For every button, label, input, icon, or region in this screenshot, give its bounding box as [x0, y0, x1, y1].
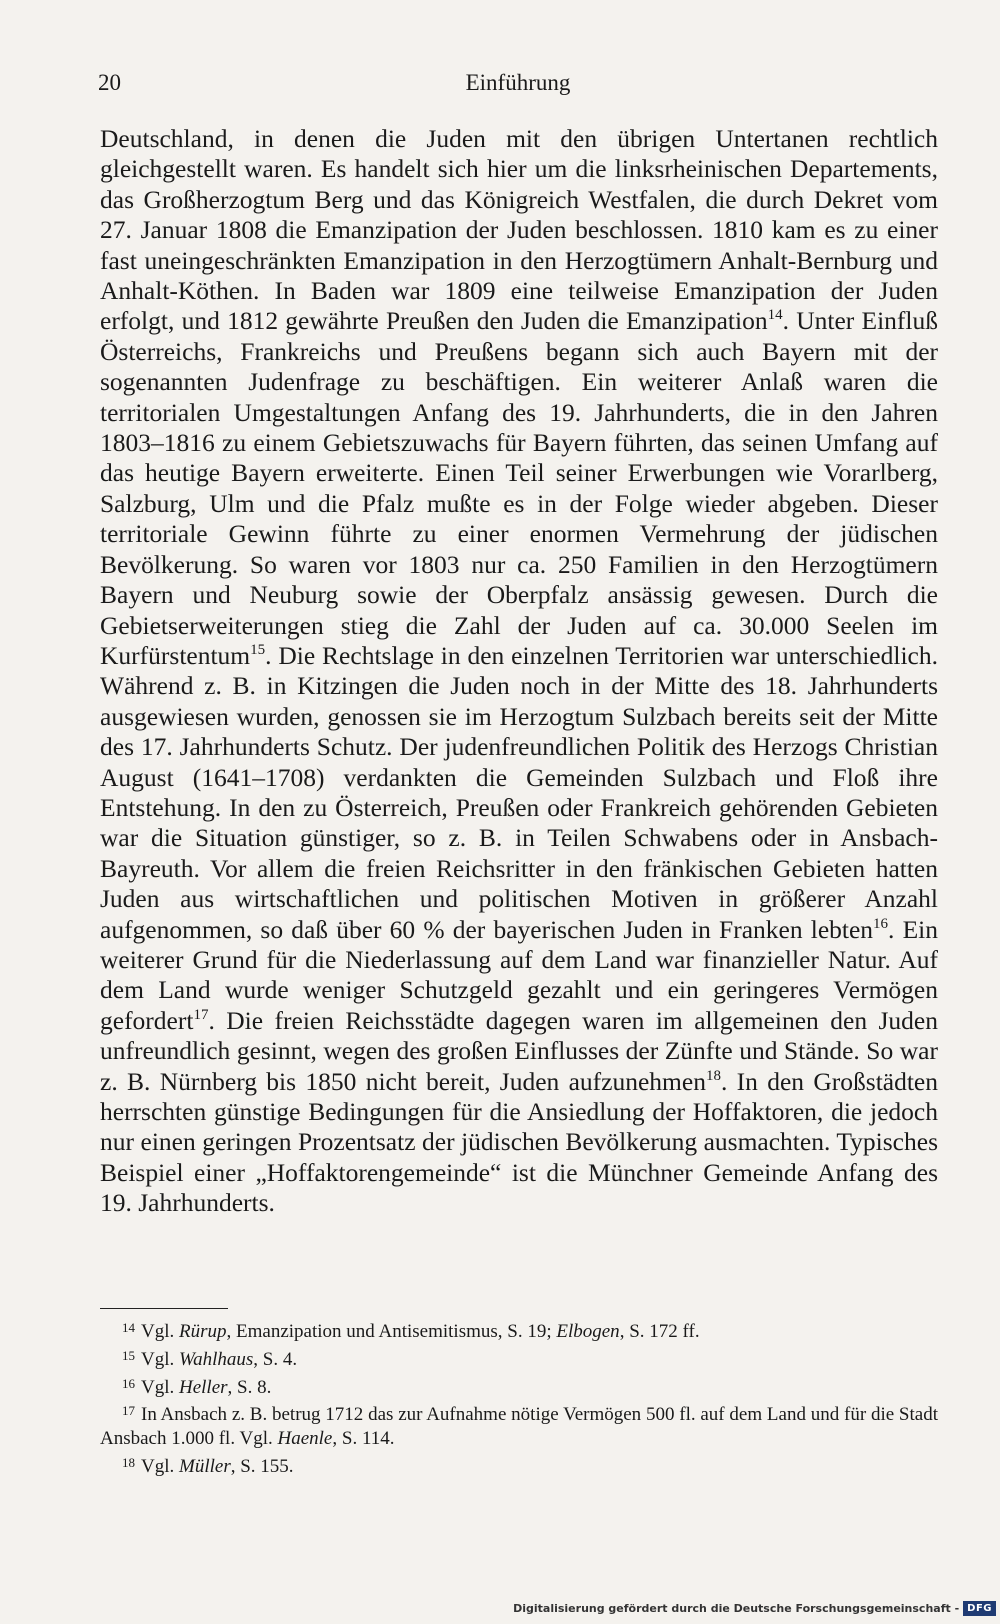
- footnote-number: 15: [122, 1347, 135, 1363]
- footnote-18: [100, 1451, 938, 1479]
- footnote-number: 18: [122, 1454, 135, 1470]
- body-text-segment: . Unter Einfluß Österreichs, Frankreichs und Preußens begann sich auch Bayern mit der sogenannten Judenfrage zu beschäftigen. Ein weiterer Anlaß waren die territorialen Umgestaltungen Anfang des 19. Jahrhunderts, die in den Jahren 1803–1816 zu einem Gebietszuwachs für Bayern führten, das seinen Umfang auf das heutige Bayern erweiterte. Einen Teil seiner Erwerbungen wie Vorarlberg, Salzburg, Ulm und die Pfalz mußte es in der Folge wieder abgeben. Dieser territoriale Gewinn führte zu einer enormen Vermehrung der jüdischen Bevölkerung. So waren vor 1803 nur ca. 250 Familien in den Herzogtümern Bayern und Neuburg sowie der Oberpfalz ansässig gewesen. Durch die Gebietserweiterungen stieg die Zahl der Juden auf ca. 30.000 Seelen im Kurfürstentum: [100, 306, 938, 670]
- footnote-ref-16[interactable]: 16: [873, 915, 889, 932]
- body-text-segment: . Die Rechtslage in den einzelnen Territorien war unterschiedlich. Während z. B. in Kitzingen die Juden noch in der Mitte des 18. Jahrhunderts ausgewiesen wurden, genossen sie im Herzogtum Sulzbach bereits seit der Mitte des 17. Jahrhunderts Schutz. Der judenfreundlichen Politik des Herzogs Christian August (1641–1708) verdankten die Gemeinden Sulzbach und Floß ihre Entstehung. In den zu Österreich, Preußen oder Frankreich gehörenden Gebieten war die Situation günstiger, so z. B. in Teilen Schwabens oder in Ansbach-Bayreuth. Vor allem die freien Reichsritter in den fränkischen Gebieten hatten Juden aus wirtschaftlichen und politischen Motiven in größerer Anzahl aufgenommen, so daß über 60 % der bayerischen Juden in Franken lebten: [100, 640, 938, 944]
- footnote-author: Müller: [179, 1455, 231, 1477]
- footnote-text: , Emanzipation und Antisemitismus, S. 19;: [226, 1321, 557, 1342]
- footnote-list: [100, 1316, 938, 1479]
- footnote-author: Elbogen: [556, 1321, 620, 1342]
- footnote-ref-14[interactable]: 14: [767, 307, 783, 324]
- footnote-number: 14: [122, 1320, 135, 1335]
- footnote-number: 17: [122, 1403, 135, 1419]
- footnote-ref-15[interactable]: 15: [250, 641, 266, 658]
- body-text-segment: . Ein weiterer Grund für die Niederlassung auf dem Land war finanzieller Natur. Auf dem Land wurde weniger Schutzgeld gezahlt und ein geringeres Vermögen gefordert: [100, 914, 938, 1035]
- body-paragraph: [100, 124, 938, 1219]
- footnote-text: Vgl.: [141, 1321, 179, 1342]
- dfg-logo: DFG: [963, 1601, 996, 1616]
- footnote-text: , S. 155.: [230, 1455, 294, 1477]
- footnote-number: 16: [122, 1375, 135, 1391]
- footnote-ref-17[interactable]: 17: [193, 1006, 209, 1023]
- digitization-credit: [513, 1598, 996, 1618]
- footnote-text: In Ansbach z. B. betrug 1712 das zur Aufnahme nötige Vermögen 500 fl. auf dem Land und für die Stadt Ansbach 1.000 fl. Vgl.: [100, 1404, 938, 1450]
- page-header: [98, 64, 938, 104]
- footnote-divider: [100, 1308, 228, 1309]
- footnote-text: , S. 8.: [227, 1376, 272, 1398]
- footnote-text: , S. 4.: [253, 1348, 298, 1370]
- footnote-author: Haenle: [277, 1428, 333, 1450]
- footnote-author: Heller: [179, 1376, 228, 1398]
- footnote-text: , S. 172 ff.: [619, 1321, 700, 1342]
- footnote-17: [100, 1399, 938, 1451]
- page-number: 20: [98, 70, 121, 95]
- footnote-author: Rürup: [179, 1321, 227, 1342]
- body-text-segment: Deutschland, in denen die Juden mit den übrigen Untertanen rechtlich gleichgestellt waren. Es handelt sich hier um die linksrheinischen Departements, das Großherzogtum Berg und das Königreich Westfalen, die durch Dekret vom 27. Januar 1808 die Emanzipation der Juden beschlossen. 1810 kam es zu einer fast uneingeschränkten Emanzipation in den Herzogtümern Anhalt-Bernburg und Anhalt-Köthen. In Baden war 1809 eine teilweise Emanzipation der Juden erfolgt, und 1812 gewährte Preußen den Juden die Emanzipation: [100, 124, 938, 336]
- body-text-segment: . Die freien Reichsstädte dagegen waren im allgemeinen den Juden unfreundlich gesinnt, wegen des großen Einflusses der Zünfte und Stände. So war z. B. Nürnberg bis 1850 nicht bereit, Juden aufzunehmen: [100, 1005, 938, 1096]
- footnote-text: Vgl.: [141, 1348, 179, 1370]
- credit-text: Digitalisierung gefördert durch die Deutsche Forschungsgemeinschaft -: [513, 1601, 960, 1615]
- footnote-text: Vgl.: [141, 1376, 179, 1398]
- footnote-text: , S. 114.: [332, 1428, 395, 1450]
- footnote-ref-18[interactable]: 18: [705, 1067, 721, 1084]
- footnote-16: [100, 1372, 938, 1400]
- footnote-14: [100, 1316, 938, 1344]
- footnote-15: [100, 1344, 938, 1372]
- running-title: Einführung: [465, 70, 571, 95]
- body-text-segment: . In den Großstädten herrschten günstige Bedingungen für die Ansiedlung der Hoffaktoren, die jedoch nur einen geringen Prozentsatz der jüdischen Bevölkerung ausmachten. Typisches Beispiel einer „Hoffaktorengemeinde“ ist die Münchner Gemeinde Anfang des 19. Jahrhunderts.: [100, 1066, 939, 1218]
- footnote-author: Wahlhaus: [179, 1348, 254, 1370]
- footnote-text: Vgl.: [141, 1455, 179, 1477]
